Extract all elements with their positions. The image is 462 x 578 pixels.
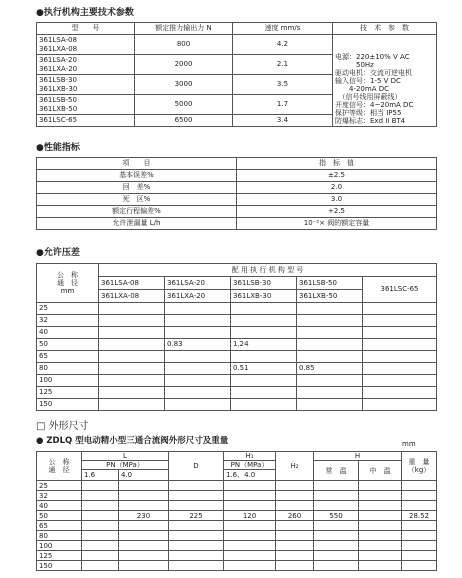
- value-cell: [359, 501, 402, 511]
- dn-cell: 40: [37, 501, 82, 511]
- value-cell: [231, 375, 297, 387]
- value-cell: [82, 521, 119, 531]
- dn-cell: 80: [37, 363, 99, 375]
- value-cell: [363, 387, 437, 399]
- section-title-actuator-params: ●执行机构主要技术参数: [36, 8, 134, 18]
- header-model-b: 361LXA-20: [165, 290, 231, 303]
- value-cell: [119, 551, 169, 561]
- header-actuator-group: 配 用 执 行 机 构 型 号: [99, 264, 437, 277]
- table-row: [37, 561, 437, 571]
- table-row: [37, 206, 437, 218]
- model-cell: 361LSC-65: [37, 115, 135, 127]
- dn-cell: 25: [37, 303, 99, 315]
- value-cell: [359, 541, 402, 551]
- value-cell: [297, 399, 363, 411]
- dn-cell: 25: [37, 481, 82, 491]
- value-cell: [359, 561, 402, 571]
- value-cell: [119, 521, 169, 531]
- value-cell: [231, 315, 297, 327]
- header-model-b: 361LXB-50: [297, 290, 363, 303]
- table-row: [37, 501, 437, 511]
- value-cell: [297, 387, 363, 399]
- header-dn: 公 称 通 径: [37, 452, 82, 481]
- value-cell: [82, 481, 119, 491]
- value-cell: [165, 387, 231, 399]
- force-cell: 6500: [135, 115, 233, 127]
- value-cell: [169, 531, 224, 541]
- header-pn-1-6: 1.6: [82, 470, 119, 481]
- value-cell: [99, 399, 165, 411]
- header-dn: 公 称 通 径 mm: [37, 264, 99, 303]
- header-model-b: 361LXA-08: [99, 290, 165, 303]
- header-pn-H1: PN（MPa）: [224, 461, 276, 470]
- section-title-performance: ●性能指标: [36, 143, 80, 153]
- header-model-b: 361LXB-30: [231, 290, 297, 303]
- value-cell: 2.0: [237, 182, 437, 194]
- value-cell: [99, 351, 165, 363]
- header-H: H: [314, 452, 402, 461]
- item-cell: 允许泄漏量 L/h: [37, 218, 237, 230]
- value-cell: [359, 511, 402, 521]
- header-speed: 速度 mm/s: [233, 23, 333, 35]
- dn-cell: 125: [37, 551, 82, 561]
- header-normal-temp: 常 温: [314, 461, 359, 481]
- header-item: 项 目: [37, 158, 237, 170]
- table-header-row: [37, 23, 437, 35]
- header-model-a: 361LSA-20: [165, 277, 231, 290]
- value-cell: [169, 491, 224, 501]
- header-H1: H₁: [224, 452, 276, 461]
- value-cell: 260: [276, 511, 314, 521]
- table-row: [37, 194, 437, 206]
- table-row: [37, 327, 437, 339]
- value-cell: 10⁻²× 阀的额定容量: [237, 218, 437, 230]
- value-cell: [224, 481, 276, 491]
- value-cell: [165, 327, 231, 339]
- value-cell: [314, 531, 359, 541]
- value-cell: [363, 339, 437, 351]
- header-weight: 重 量 （kg）: [402, 452, 437, 481]
- value-cell: [314, 501, 359, 511]
- speed-cell: 3.5: [233, 75, 333, 95]
- value-cell: [224, 541, 276, 551]
- speed-cell: 1.7: [233, 95, 333, 115]
- dn-cell: 65: [37, 521, 82, 531]
- value-cell: 120: [224, 511, 276, 521]
- value-cell: [363, 315, 437, 327]
- table-header-row: [37, 158, 437, 170]
- value-cell: [82, 501, 119, 511]
- value-cell: [224, 531, 276, 541]
- table-header-row: [37, 452, 437, 461]
- value-cell: [276, 501, 314, 511]
- dimensions-table: [36, 451, 437, 571]
- value-cell: [402, 491, 437, 501]
- value-cell: [359, 521, 402, 531]
- value-cell: [224, 561, 276, 571]
- value-cell: [119, 481, 169, 491]
- value-cell: +2.5: [237, 206, 437, 218]
- value-cell: [119, 501, 169, 511]
- actuator-params-table: [36, 22, 437, 127]
- value-cell: [99, 315, 165, 327]
- table-row: [37, 339, 437, 351]
- table-row: [37, 35, 437, 55]
- value-cell: [82, 531, 119, 541]
- header-model: 型 号: [37, 23, 135, 35]
- header-tech-params: 技 术 参 数: [333, 23, 437, 35]
- table-row: [37, 351, 437, 363]
- header-H2: H₂: [276, 452, 314, 481]
- value-cell: 1.24: [231, 339, 297, 351]
- value-cell: [119, 561, 169, 571]
- force-cell: 800: [135, 35, 233, 55]
- dn-cell: 40: [37, 327, 99, 339]
- value-cell: [169, 481, 224, 491]
- value-cell: [276, 491, 314, 501]
- value-cell: ±2.5: [237, 170, 437, 182]
- header-force: 额定推力输出力 N: [135, 23, 233, 35]
- value-cell: [402, 521, 437, 531]
- value-cell: [231, 387, 297, 399]
- value-cell: [231, 351, 297, 363]
- value-cell: [82, 511, 119, 521]
- value-cell: [359, 531, 402, 541]
- allowable-pressure-table: [36, 263, 437, 411]
- value-cell: [314, 521, 359, 531]
- item-cell: 基本误差%: [37, 170, 237, 182]
- table-row: [37, 399, 437, 411]
- value-cell: [297, 375, 363, 387]
- value-cell: 0.51: [231, 363, 297, 375]
- dn-cell: 50: [37, 511, 82, 521]
- header-L: L: [82, 452, 169, 461]
- table-row: [37, 531, 437, 541]
- table-row: [37, 315, 437, 327]
- header-pn-L: PN（MPa）: [82, 461, 169, 470]
- model-cell: 361LSA-08 361LXA-08: [37, 35, 135, 55]
- value-cell: [297, 303, 363, 315]
- header-D: D: [169, 452, 224, 481]
- table-row: [37, 481, 437, 491]
- value-cell: [99, 339, 165, 351]
- value-cell: [359, 491, 402, 501]
- value-cell: [165, 375, 231, 387]
- value-cell: 0.85: [297, 363, 363, 375]
- table-header-row: [37, 264, 437, 277]
- value-cell: [314, 561, 359, 571]
- header-pn-H1-value: 1.6、4.0: [224, 470, 276, 481]
- value-cell: [82, 561, 119, 571]
- table-row: [37, 363, 437, 375]
- dn-cell: 125: [37, 387, 99, 399]
- value-cell: [359, 551, 402, 561]
- model-cell: 361LSA-20 361LXA-20: [37, 55, 135, 75]
- table-row: [37, 303, 437, 315]
- force-cell: 2000: [135, 55, 233, 75]
- value-cell: [224, 521, 276, 531]
- value-cell: 3.0: [237, 194, 437, 206]
- value-cell: [297, 327, 363, 339]
- dn-cell: 80: [37, 531, 82, 541]
- value-cell: [363, 363, 437, 375]
- header-medium-temp: 中 温: [359, 461, 402, 481]
- value-cell: 0.83: [165, 339, 231, 351]
- item-cell: 回 差%: [37, 182, 237, 194]
- value-cell: [276, 541, 314, 551]
- header-model-last: 361LSC-65: [363, 277, 437, 303]
- value-cell: [297, 315, 363, 327]
- value-cell: [363, 399, 437, 411]
- value-cell: [363, 375, 437, 387]
- value-cell: [314, 541, 359, 551]
- value-cell: [82, 491, 119, 501]
- table-header-row: [37, 461, 437, 470]
- header-value: 指 标 值: [237, 158, 437, 170]
- value-cell: [165, 315, 231, 327]
- value-cell: [314, 551, 359, 561]
- value-cell: [165, 399, 231, 411]
- performance-table: [36, 157, 437, 230]
- value-cell: [363, 351, 437, 363]
- table-row: [37, 511, 437, 521]
- value-cell: [314, 491, 359, 501]
- value-cell: [231, 399, 297, 411]
- value-cell: [314, 481, 359, 491]
- force-cell: 5000: [135, 95, 233, 115]
- value-cell: [99, 375, 165, 387]
- table-row: [37, 387, 437, 399]
- section-title-allowable-pressure: ●允许压差: [36, 248, 80, 258]
- tech-params-cell: 电源：220±10% V AC 50Hz 驱动电机：交流可逆电机 输入信号：1-5 V DC 4-20mA DC （信号线用屏蔽线） 开度信号：4~20mA DC 保护等级：相当 IP55 防爆标志：Exd II BT4: [333, 35, 437, 127]
- value-cell: [99, 303, 165, 315]
- value-cell: [82, 551, 119, 561]
- value-cell: [224, 491, 276, 501]
- unit-label: mm: [402, 440, 416, 448]
- value-cell: [119, 541, 169, 551]
- dn-cell: 32: [37, 491, 82, 501]
- table-row: [37, 170, 437, 182]
- value-cell: [363, 327, 437, 339]
- dn-cell: 150: [37, 399, 99, 411]
- value-cell: [169, 521, 224, 531]
- item-cell: 额定行程偏差%: [37, 206, 237, 218]
- value-cell: [297, 339, 363, 351]
- dn-cell: 100: [37, 375, 99, 387]
- value-cell: [224, 501, 276, 511]
- model-cell: 361LSB-30 361LXB-30: [37, 75, 135, 95]
- value-cell: [359, 481, 402, 491]
- header-model-a: 361LSA-08: [99, 277, 165, 290]
- value-cell: [402, 531, 437, 541]
- value-cell: [165, 303, 231, 315]
- table-row: [37, 182, 437, 194]
- value-cell: [119, 531, 169, 541]
- speed-cell: 2.1: [233, 55, 333, 75]
- value-cell: [169, 551, 224, 561]
- force-cell: 3000: [135, 75, 233, 95]
- table-row: [37, 551, 437, 561]
- value-cell: [231, 303, 297, 315]
- header-model-a: 361LSB-50: [297, 277, 363, 290]
- value-cell: 28.52: [402, 511, 437, 521]
- value-cell: 550: [314, 511, 359, 521]
- value-cell: [276, 481, 314, 491]
- value-cell: [82, 541, 119, 551]
- value-cell: [402, 551, 437, 561]
- dn-cell: 65: [37, 351, 99, 363]
- value-cell: [276, 551, 314, 561]
- value-cell: [402, 501, 437, 511]
- value-cell: [165, 363, 231, 375]
- header-model-a: 361LSB-30: [231, 277, 297, 290]
- value-cell: [402, 561, 437, 571]
- value-cell: [99, 363, 165, 375]
- dn-cell: 150: [37, 561, 82, 571]
- section-subtitle-dimensions: ● ZDLQ 型电动精小型三通合流阀外形尺寸及重量: [36, 436, 229, 446]
- value-cell: 230: [119, 511, 169, 521]
- section-title-dimensions: □ 外形尺寸: [36, 421, 89, 432]
- item-cell: 死 区%: [37, 194, 237, 206]
- table-row: [37, 491, 437, 501]
- value-cell: [402, 481, 437, 491]
- table-row: [37, 375, 437, 387]
- header-pn-4-0: 4.0: [119, 470, 169, 481]
- value-cell: [99, 327, 165, 339]
- table-row: [37, 541, 437, 551]
- model-cell: 361LSB-50 361LXB-50: [37, 95, 135, 115]
- value-cell: [165, 351, 231, 363]
- value-cell: [169, 561, 224, 571]
- dn-cell: 100: [37, 541, 82, 551]
- table-row: [37, 218, 437, 230]
- value-cell: [276, 561, 314, 571]
- dn-cell: 32: [37, 315, 99, 327]
- value-cell: 225: [169, 511, 224, 521]
- value-cell: [297, 351, 363, 363]
- value-cell: [363, 303, 437, 315]
- value-cell: [231, 327, 297, 339]
- speed-cell: 3.4: [233, 115, 333, 127]
- value-cell: [99, 387, 165, 399]
- value-cell: [224, 551, 276, 561]
- value-cell: [119, 491, 169, 501]
- value-cell: [402, 541, 437, 551]
- dn-cell: 50: [37, 339, 99, 351]
- value-cell: [276, 531, 314, 541]
- value-cell: [169, 541, 224, 551]
- speed-cell: 4.2: [233, 35, 333, 55]
- value-cell: [169, 501, 224, 511]
- table-row: [37, 521, 437, 531]
- value-cell: [276, 521, 314, 531]
